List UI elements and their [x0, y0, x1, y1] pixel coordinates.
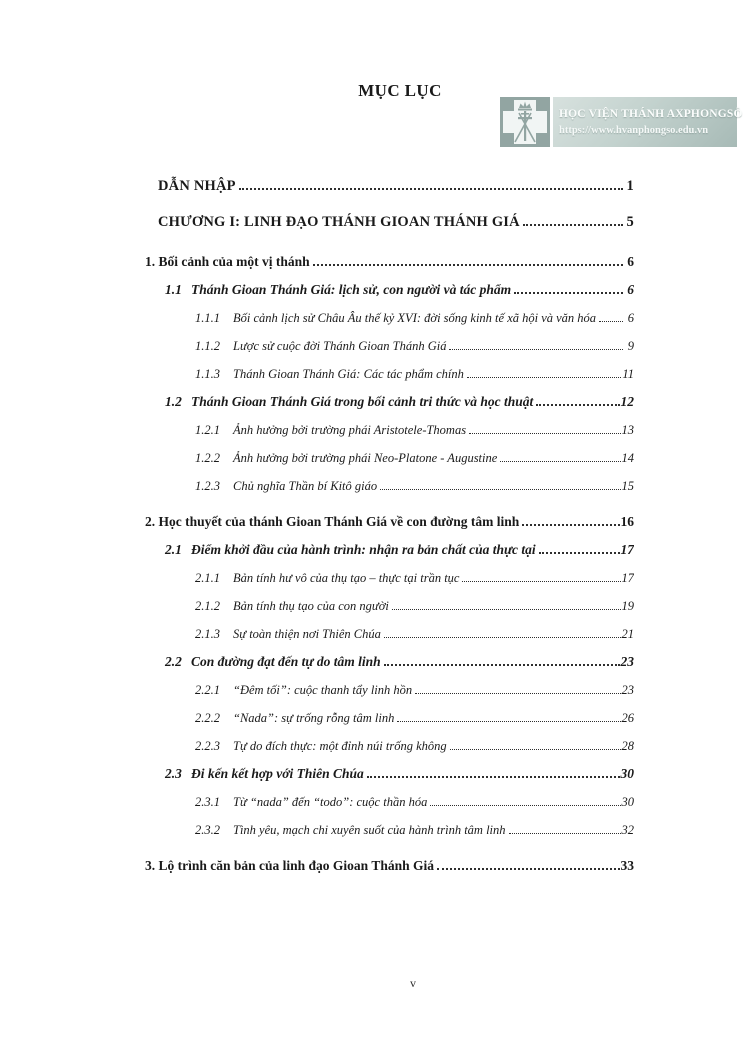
toc-entry-number: 2.1.3	[195, 627, 220, 641]
dot-leader	[509, 833, 621, 834]
toc-entry-label: Chủ nghĩa Thần bí Kitô giáo	[233, 479, 378, 493]
cross-crown-lances-icon	[500, 97, 550, 147]
toc-entry	[145, 760, 634, 788]
toc-entry-label: Sự toàn thiện nơi Thiên Chúa	[233, 627, 381, 641]
dot-leader	[522, 524, 619, 526]
toc-entry-label: Con đường đạt đến tự do tâm linh	[191, 654, 381, 669]
dot-leader	[313, 264, 623, 266]
toc-entry-label: DẪN NHẬP	[158, 178, 236, 194]
toc-entry-number: 1.2	[165, 394, 182, 409]
toc-entry	[145, 248, 634, 276]
toc-entry-page: 32	[621, 823, 634, 837]
dot-leader	[536, 404, 619, 406]
toc-entry-number: 2.1.1	[195, 571, 220, 585]
toc-entry-page: 5	[626, 214, 634, 230]
toc-entry-page: 30	[621, 795, 634, 809]
dot-leader	[539, 552, 620, 554]
toc-entry-page: 30	[620, 766, 634, 781]
dot-leader	[239, 188, 623, 190]
toc-entry-label: Đi kến kết hợp với Thiên Chúa	[191, 766, 364, 781]
toc-entry-page: 1	[626, 178, 634, 194]
toc-entry-page: 6	[627, 254, 634, 269]
dot-leader	[415, 693, 620, 694]
toc-entry	[145, 388, 634, 416]
toc-entry-label: Từ “nada” đến “todo”: cuộc thần hóa	[233, 795, 428, 809]
toc-entry-page: 11	[622, 367, 634, 381]
dot-leader	[450, 749, 621, 750]
dot-leader	[392, 609, 621, 610]
toc-entry	[145, 508, 634, 536]
toc-entry-label: Tình yêu, mạch chi xuyên suốt của hành trình tâm linh	[233, 823, 506, 837]
toc-entry-number: 1.2.3	[195, 479, 220, 493]
dot-leader	[384, 664, 620, 666]
toc-entry-page: 14	[621, 451, 634, 465]
toc-entry-number: 2.2.2	[195, 711, 220, 725]
footer-page-number: v	[410, 976, 416, 990]
dot-leader	[437, 868, 620, 870]
toc-entry-label: 2. Học thuyết của thánh Gioan Thánh Giá về con đường tâm linh	[145, 514, 520, 529]
toc-entry	[145, 620, 634, 648]
toc-entry-label: “Đêm tối”: cuộc thanh tẩy linh hồn	[233, 683, 413, 697]
toc-entry-label: Bối cảnh lịch sử Châu Âu thế kỷ XVI: đời sống kinh tế xã hội và văn hóa	[233, 311, 597, 325]
toc-entry	[145, 168, 634, 204]
toc-entry-number: 1.1	[165, 282, 182, 297]
toc-entry-number: 1.2.1	[195, 423, 220, 437]
dot-leader	[397, 721, 620, 722]
dot-leader	[469, 433, 620, 434]
toc-entry-page: 17	[621, 571, 634, 585]
toc-entry	[145, 472, 634, 500]
toc-entry-number: 2.1	[165, 542, 182, 557]
toc-entry-number: 2.2.1	[195, 683, 220, 697]
toc-entry-page: 26	[621, 711, 634, 725]
toc-entry-page: 23	[621, 683, 634, 697]
toc-entry-number: 1.1.2	[195, 339, 220, 353]
toc-entry-number: 1.2.2	[195, 451, 220, 465]
dot-leader	[523, 224, 623, 226]
toc-entry	[145, 648, 634, 676]
toc-entry	[145, 852, 634, 880]
toc-entry	[145, 732, 634, 760]
dot-leader	[367, 776, 620, 778]
institution-name: HỌC VIỆN THÁNH AXPHONGSÔ	[559, 107, 743, 120]
toc-entry-number: 2.3	[165, 766, 182, 781]
toc-entry-page: 15	[621, 479, 634, 493]
dot-leader	[462, 581, 620, 582]
toc-entry	[145, 276, 634, 304]
toc-entry	[145, 360, 634, 388]
toc-entry-label: Ảnh hưởng bởi trường phái Aristotele-Thomas	[233, 423, 467, 437]
toc-entry-page: 9	[627, 339, 634, 353]
toc-entry-label: Điểm khởi đầu của hành trình: nhận ra bản chất của thực tại	[191, 542, 536, 557]
toc-entry-page: 23	[620, 654, 634, 669]
toc-entry	[145, 444, 634, 472]
toc-entry	[145, 816, 634, 844]
toc-entry-page: 17	[620, 542, 634, 557]
toc-entry-number: 2.3.1	[195, 795, 220, 809]
toc-entry-label: Ảnh hưởng bởi trường phái Neo-Platone - Augustine	[233, 451, 498, 465]
toc-entry	[145, 592, 634, 620]
toc-entry-label: Tự do đích thực: một đỉnh núi trống không	[233, 739, 447, 753]
toc-entry-number: 2.1.2	[195, 599, 220, 613]
toc-entry-page: 6	[627, 282, 634, 297]
toc-entry	[145, 332, 634, 360]
toc-entry-page: 28	[621, 739, 634, 753]
institution-banner	[553, 97, 743, 147]
toc-entry-number: 1.1.3	[195, 367, 220, 381]
toc-entry-page: 19	[621, 599, 634, 613]
toc-entry	[145, 788, 634, 816]
toc-entry	[145, 564, 634, 592]
toc-entry-page: 6	[627, 311, 634, 325]
toc-entry-page: 33	[620, 858, 634, 873]
dot-leader	[430, 805, 620, 806]
toc-entry-page: 12	[620, 394, 634, 409]
toc-entry	[145, 304, 634, 332]
dot-leader	[500, 461, 620, 462]
dot-leader	[514, 292, 623, 294]
dot-leader	[380, 489, 620, 490]
toc-entry	[145, 416, 634, 444]
toc-entry-number: 2.3.2	[195, 823, 220, 837]
toc-entry-label: “Nada”: sự trống rỗng tâm linh	[233, 711, 395, 725]
toc-entry-page: 13	[621, 423, 634, 437]
toc-entry-page: 16	[620, 514, 634, 529]
institution-watermark	[500, 97, 743, 147]
toc-entry	[145, 676, 634, 704]
toc-entry-label: Bản tính hư vô của thụ tạo – thực tại trần tục	[233, 571, 460, 585]
toc-entry-label: Thánh Gioan Thánh Giá: lịch sử, con người và tác phẩm	[191, 282, 512, 297]
toc-entry-number: 1.1.1	[195, 311, 220, 325]
toc-entry-label: Thánh Gioan Thánh Giá: Các tác phẩm chính	[233, 367, 464, 381]
toc-entry-label: 3. Lộ trình căn bản của linh đạo Gioan Thánh Giá	[145, 858, 434, 873]
page-title: MỤC LỤC	[358, 81, 442, 100]
toc-entry-label: Thánh Gioan Thánh Giá trong bối cảnh tri thức và học thuật	[191, 394, 534, 409]
toc-entry	[145, 204, 634, 240]
dot-leader	[599, 321, 623, 322]
toc-entry-number: 2.2	[165, 654, 182, 669]
institution-url: https://www.hvanphongso.edu.vn	[559, 124, 709, 136]
toc-entry-number: 2.2.3	[195, 739, 220, 753]
dot-leader	[467, 377, 622, 378]
toc	[145, 168, 634, 880]
toc-entry	[145, 704, 634, 732]
toc-entry-label: CHƯƠNG I: LINH ĐẠO THÁNH GIOAN THÁNH GIÁ	[158, 214, 520, 230]
dot-leader	[449, 349, 623, 350]
toc-entry-label: Bản tính thụ tạo của con người	[233, 599, 389, 613]
dot-leader	[384, 637, 621, 638]
toc-entry	[145, 536, 634, 564]
toc-entry-page: 21	[621, 627, 634, 641]
toc-entry-label: Lược sử cuộc đời Thánh Gioan Thánh Giá	[233, 339, 447, 353]
toc-entry-label: 1. Bối cảnh của một vị thánh	[145, 254, 310, 269]
